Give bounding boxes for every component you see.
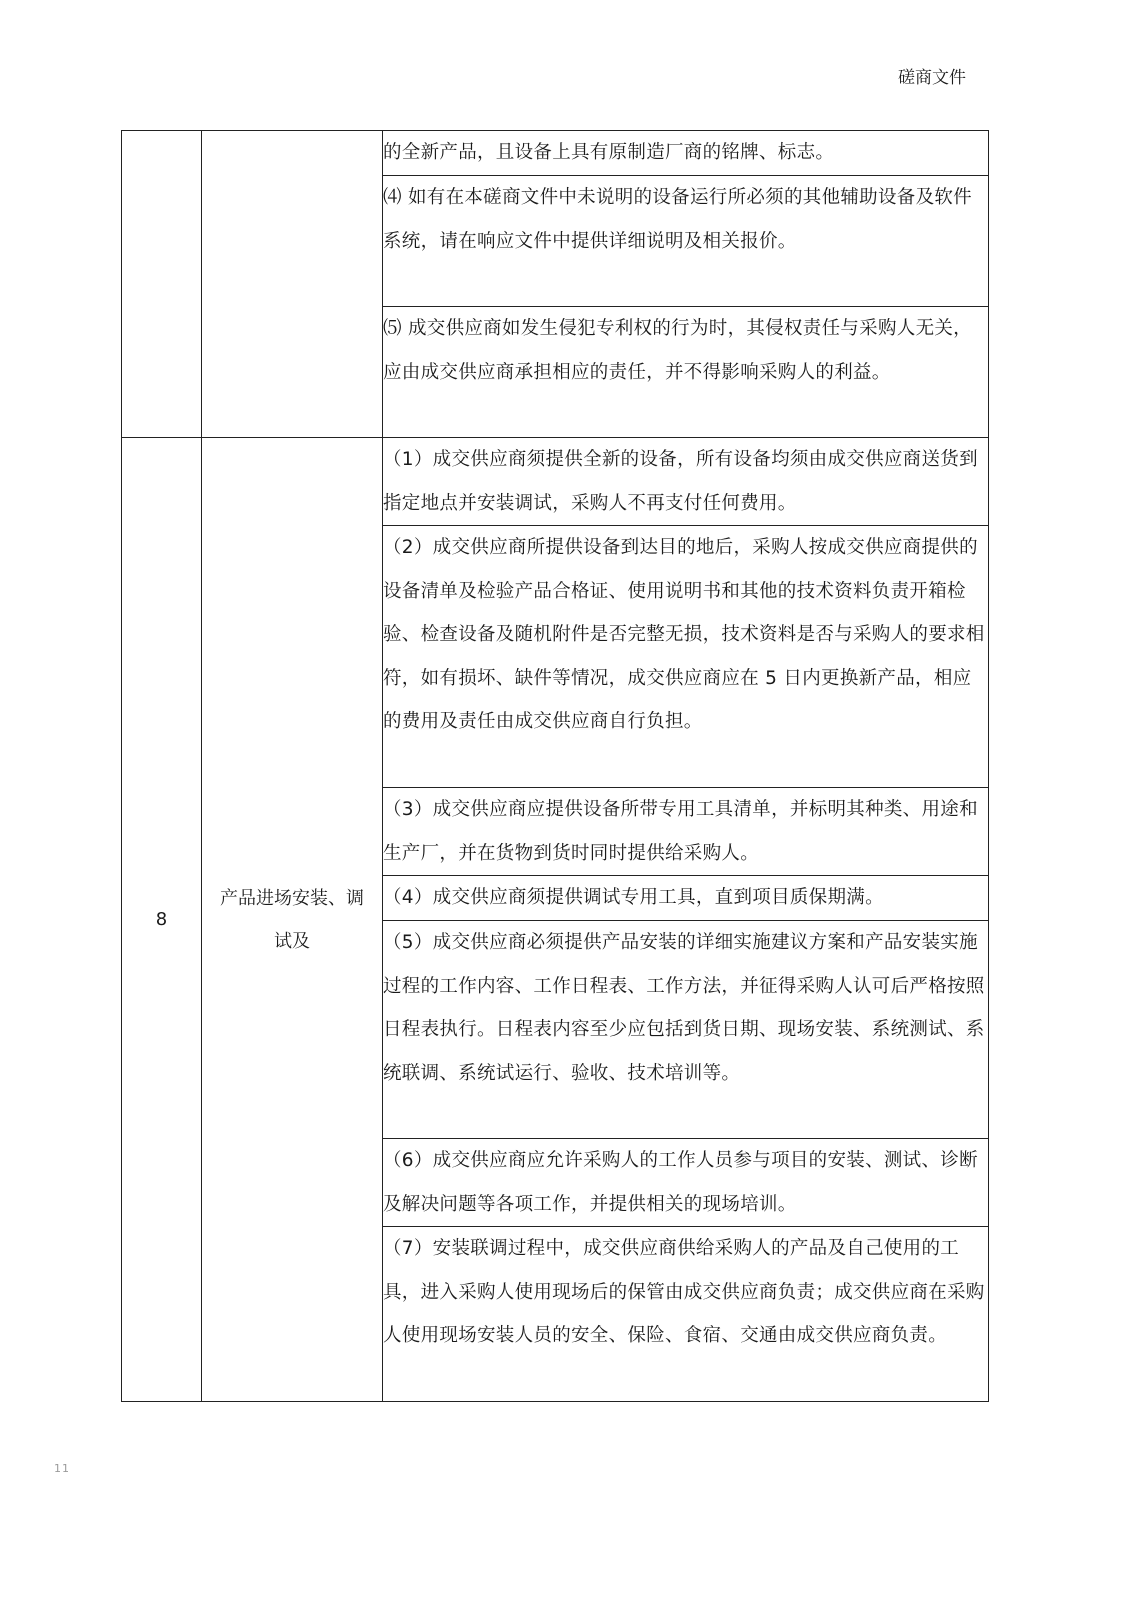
item-name-cell [202,131,383,438]
requirement-cell: （3）成交供应商应提供设备所带专用工具清单，并标明其种类、用途和生产厂，并在货物到货时同时提供给采购人。 [383,788,989,876]
requirement-cell: （6）成交供应商应允许采购人的工作人员参与项目的安装、测试、诊断及解决问题等各项工作，并提供相关的现场培训。 [383,1139,989,1227]
requirement-cell: ⑷ 如有在本磋商文件中未说明的设备运行所必须的其他辅助设备及软件系统，请在响应文件中提供详细说明及相关报价。 [383,176,989,307]
table-row [122,131,989,176]
item-name-text: 产品进场安装、调试及 [220,887,364,952]
item-name-cell [202,438,383,1402]
page-header: 磋商文件 [898,68,966,88]
requirement-cell: （5）成交供应商必须提供产品安装的详细实施建议方案和产品安装实施过程的工作内容、工作日程表、工作方法，并征得采购人认可后严格按照日程表执行。日程表内容至少应包括到货日期、现场安装、系统测试、系统联调、系统试运行、验收、技术培训等。 [383,921,989,1139]
requirement-cell: （1）成交供应商须提供全新的设备，所有设备均须由成交供应商送货到指定地点并安装调试，采购人不再支付任何费用。 [383,438,989,526]
requirement-cell: （7）安装联调过程中，成交供应商供给采购人的产品及自己使用的工具，进入采购人使用现场后的保管由成交供应商负责；成交供应商在采购人使用现场安装人员的安全、保险、食宿、交通由成交供应商负责。 [383,1227,989,1402]
requirement-cell: （4）成交供应商须提供调试专用工具，直到项目质保期满。 [383,876,989,921]
requirement-cell: ⑸ 成交供应商如发生侵犯专利权的行为时，其侵权责任与采购人无关，应由成交供应商承担相应的责任，并不得影响采购人的利益。 [383,307,989,438]
requirements-table [121,130,989,1402]
requirement-cell: （2）成交供应商所提供设备到达目的地后，采购人按成交供应商提供的设备清单及检验产品合格证、使用说明书和其他的技术资料负责开箱检验、检查设备及随机附件是否完整无损，技术资料是否与采购人的要求相符，如有损坏、缺件等情况，成交供应商应在 5 日内更换新产品，相应的费用及责任由成交供应商自行负担。 [383,526,989,788]
page-number: 11 [54,1462,70,1475]
item-number-cell [122,131,202,438]
requirement-cell: 的全新产品，且设备上具有原制造厂商的铭牌、标志。 [383,131,989,176]
table-row [122,438,989,526]
item-number-cell: 8 [122,438,202,1402]
